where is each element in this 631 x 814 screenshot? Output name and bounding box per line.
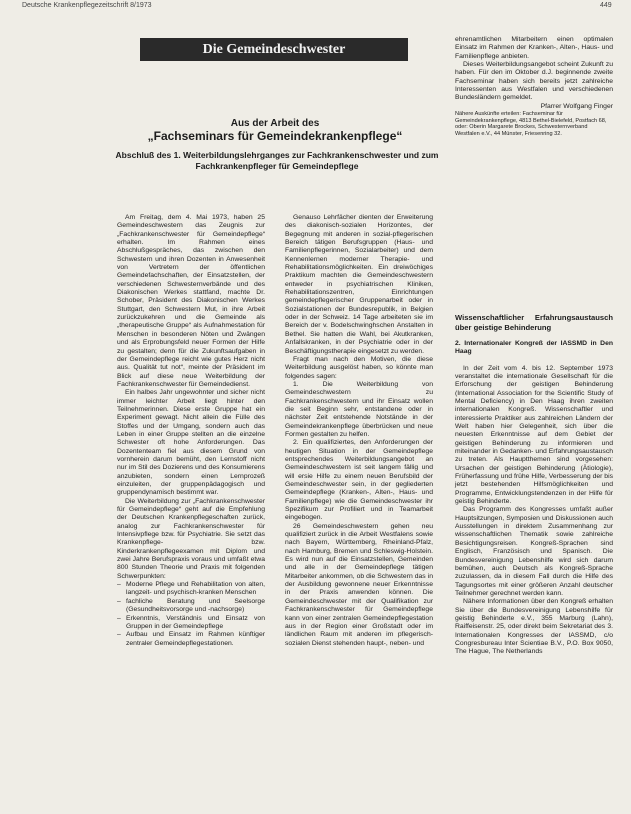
paragraph: Nähere Informationen über den Kongreß erhalten Sie über die Bundesvereinigung Lebenshilfe für geistig Behinderte e.V., 355 Marburg (Lahn), Raiffeisenstr. 25, oder direkt beim Sekretariat des 3. Internationalen Kongresses der IASSMD, c/o Congresbureau Inter Scientiae B.V., P.O. Box 9050, The Hague, The Netherlands [455,598,613,656]
list-item: – Aufbau und Einsatz im Rahmen künftiger zentraler Gemeindepflegestationen. [117,631,265,648]
page-number: 449 [600,2,612,9]
section-banner: Die Gemeindeschwester [140,38,408,61]
article-headline: „Fachseminars für Gemeindekrankenpflege“ [147,129,403,143]
focus-list [117,581,265,648]
list-item: – Erkenntnis, Verständnis und Einsatz von Gruppen in der Gemeindepflege [117,615,265,632]
article-title: Wissenschaftlicher Erfahrungsaustausch über geistige Behinderung [455,313,613,332]
list-item: – fachliche Beratung und Seelsorge (Gesundheitsvorsorge und -nachsorge) [117,598,265,615]
paragraph: ehrenamtlichen Mitarbeitern einen optimalen Einsatz im Rahmen der Kranken-, Alten-, Haus- und Familienpflege anbieten. [455,36,613,60]
journal-name: Deutsche Krankenpflegezeitschrift 8/1973 [22,2,152,9]
author-signature: Pfarrer Wolfgang Finger [540,102,613,110]
column-2 [285,214,433,648]
paragraph: 2. Ein qualifiziertes, den Anforderungen der heutigen Situation in der Gemeindepflege entsprechendes Weiterbildungsangebot an Gemeindeschwestern ist seit langem fällig und will ersie Hilfe zu einem neuen Berufsbild der Gemeindeschwester sein, in der gegliederten Gemeindepflege (Kranken-, Alten-, Haus- und Familienpflege) wie die Gemeindeschwester ihr Spezifikum zur Profiliert und in Teamarbeit eingebogen. [285,439,433,522]
paragraph: Die Weiterbildung zur „Fachkrankenschwester für Gemeindepflege“ geht auf die Empfehlung der Deutschen Krankenpflegeschaften zurück, analog zur Fachkrankenschwester für Intensivpflege bzw. für Psychiatrie. Sie setzt das Krankenpflege- bzw. Kinderkrankenpflegeexamen mit Diplom und zwei Jahre Berufspraxis voraus und umfaßt etwa 800 Stunden Theorie und Praxis mit folgenden Schwerpunkten: [117,497,265,580]
paragraph: Am Freitag, dem 4. Mai 1973, haben 25 Gemeindeschwestern das Zeugnis zur „Fachkrankenschwester für Gemeindepflege“ erhalten. Im Rahmen eines Abschlußgespräches, das zwischen den Schwestern und ihren Dozenten in Anwesenheit von Vertretern der öffentlichen Gemeindefachschaften, der Einsatzstellen, der verschiedenen Schwesternverbände und des Diakonischen Werkes stattfand, machte Dr. Schober, Präsident des Diakonischen Werkes Stuttgart, den Schwestern Mut, in ihre Arbeit zurückzukehren und die Gemeinde als „therapeutische Gruppe“ als Aufnahmestation für Menschen in besonderen Nöten und Zwängen und als Erprobungsfeld neuer Formen der Hilfe zu gestalten; denn für die Zukunftsaufgaben in der Gemeindepflege reicht wie gutes Herz nicht aus. Qualität tut not“, meinte der Präsident im Blick auf diese neue Weiterbildung der Fachkrankenschwester für Gemeindedienst. [117,214,265,388]
article-kicker: Aus der Arbeit des [230,118,320,129]
contact-note: Nähere Auskünfte erteilen: Fachseminar für Gemeindekrankenpflege, 4813 Bethel-Bielefeld, Postfach 68, oder: Oberin Margarete Brockes, Schwesternverband Westfalen e.V., 44 Münster, Friesenring 32. [455,111,607,137]
list-item: – Moderne Pflege und Rehabilitation von alten, langzeit- und psychisch-kranken Menschen [117,581,265,598]
paragraph: Genauso Lehrfächer dienten der Erweiterung des diakonisch-sozialen Horizontes, der Begegnung mit anderen in sozial-pflegerischen Bereich tätigen Berufsgruppen (Haus- und Familienpflegerinnen, Sozialarbeiter) und dem Kennenlernen moderner Therapie- und Rehabilitationsmöglichkeiten. Ein dreiwöchiges Praktikum machten die Gemeindeschwestern entweder in psychiatrischen Kliniken, Rehabilitationszentren, Einrichtungen gemeindepflegerischer Gruppenarbeit oder in Sozialstationen der Bundesrepublik, in Belgien oder in der Schweiz. 14 Tage arbeiteten sie im Bereich der v. Bodelschwinghschen Anstalten in Bethel. Sie hatten die Wahl, bei Akutkranken, Anfallskranken, in der Psychiatrie oder in der Beschäftigungstherapie eingesetzt zu werden. [285,214,433,355]
column-3-article [455,313,613,657]
paragraph: 26 Gemeindeschwestern gehen neu qualifiziert zurück in die Arbeit Westfalens sowie nach Bayern, Württemberg, Rheinland-Pfalz, nach Hamburg, Bremen und Schleswig-Holstein. Es wird nun auf die Einsatzstellen, Gemeinden und alle in der Gemeindepflege tätigen Mitarbeiter ankommen, ob die Schwestern das in der Ausbildung gewonnene neuer Erkenntnisse in der Praxis anwenden können. Die Gemeindeschwester mit der Qualifikation zur Fachkrankenschwester für Gemeindepflege kann von einer zentralen Gemeindepflegestation aus in der Region einer Großstadt oder im ländlichen Raum mit anderen im pflegerisch-sozialen Dienst stehenden haupt-, neben- und [285,522,433,647]
column-1 [117,214,265,648]
paragraph: 1. Die Weiterbildung von Gemeindeschwestern zu Fachkrankenschwestern und ihr Einsatz wollen die seit Beginn sehr, entstandene oder in nächster Zeit entstehende Notstände in der Gemeindekrankenpflege überbrücken und neue Formen gestalten zu helfen. [285,380,433,438]
paragraph: In der Zeit vom 4. bis 12. September 1973 veranstaltet die internationale Gesellschaft für die Erforschung der geistigen Behinderung (International Association for the Scientific Study of Mental Deficiency) in Den Haag ihren zweiten internationalen Kongreß. Wissenschaftler und interessierte Praktiker aus zahlreichen Ländern der Welt haben hier Gelegenheit, sich über die neuesten Erkenntnisse auf dem Gebiet der geistigen Behinderung zu informieren und miteinander in Gedanken- und Erfahrungsaustausch zu treten. Als Hauptthemen sind vorgesehen: Ursachen der geistigen Behinderung (Ätiologie), Früherfassung und frühe Hilfe, Verbesserung der bis jetzt bestehenden Hilfsmöglichkeiten und Programme, Entwicklungstendenzen in der Hilfe für geistig Behinderte. [455,364,613,506]
column-3-top [455,36,613,137]
paragraph: Ein halbes Jahr ungewohnter und sicher nicht immer leichter Arbeit liegt hinter den Teilnehmerinnen. Diese erste Gruppe hat ein Experiment gewagt. Nicht allein die Fülle des Stoffes und der Umgang, sondern auch das Leben in einer Gruppe stellten an die einzelne Schwester oft hohe Anforderungen. Das Dozententeam fiel aus diesem Grund von vornherein darum bemüht, den Lernstoff nicht nur im Stil des Dozierens und des Konsumierens anzubieten, sondern einen Lernprozeß einzuleiten, der gruppenpädagogisch und gruppendynamisch bestimmt war. [117,389,265,497]
article-deck: Abschluß des 1. Weiterbildungslehrganges zur Fachkrankenschwester und zum Fachkrankenpfleger für Gemeindepflege [115,150,439,171]
paragraph: Dieses Weiterbildungsangebot scheint Zukunft zu haben. Für den im Oktober d.J. beginnende zweite Fachseminar haben sich bereits jetzt zahlreiche Interessenten aus Westfalen und verschiedenen Bundesländern gemeldet. [455,61,613,102]
paragraph: Fragt man nach den Motiven, die diese Weiterbildung ausgelöst haben, so könnte man folgendes sagen: [285,355,433,380]
article-subtitle: 2. Internationaler Kongreß der IASSMD in Den Haag [455,340,613,356]
paragraph: Das Programm des Kongresses umfaßt außer Hauptsitzungen, Symposien und Diskussionen auch Ausstellungen in direktem Zusammenhang zur wissenschaftlichen Thematik sowie zahlreiche Besichtigungsreisen. Kongreß-Sprachen sind Englisch, Französisch und Spanisch. Die Bundesvereinigung Lebenshilfe wird sich darum bemühen, auch Deutsch als Kongreß-Sprache zuzulassen, da in diesem Fall durch die Hilfe des Tagungsortes mit einer größeren Anzahl deutscher Teilnehmer gerechnet werden kann. [455,506,613,597]
running-header [0,0,631,12]
